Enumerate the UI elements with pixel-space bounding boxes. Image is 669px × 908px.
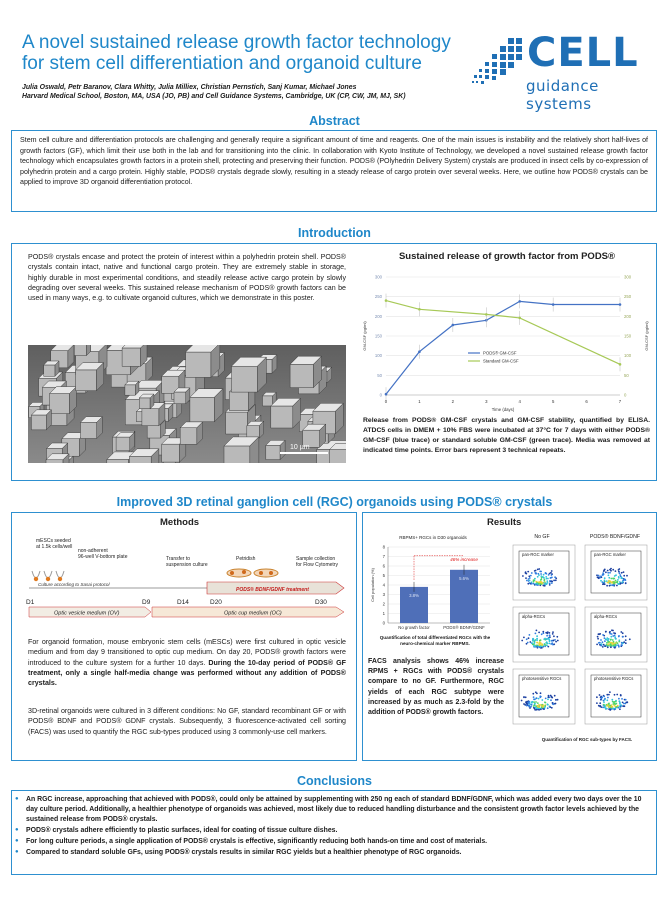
y-tick-left: 0 [379,392,382,398]
facs-plot [585,669,647,724]
y-tick-right: 50 [624,372,629,378]
crystal [232,357,267,392]
y-tick-right: 300 [624,274,632,280]
facs-row-label: pan-RGC marker [522,552,554,557]
y-tick-left: 50 [377,372,382,378]
crystal [76,363,104,391]
bar-y-label: Cell population (%) [370,568,375,602]
crystal-micrograph-image [28,345,346,463]
data-point [418,308,421,311]
crystal [180,422,202,444]
legend-entry: PODS® GM-CSF [483,350,517,356]
facs-row-label: photosensitive RGCs [522,676,562,681]
y-tick-right: 100 [624,353,632,359]
y-axis-label-right: GM-CSF (pg/ml) [644,321,649,351]
x-tick: 0 [384,399,388,404]
facs-plot [585,607,647,662]
abstract-text: Stem cell culture and differentiation protocols are challenging and generally require a significant amount of time and reagents. One of the main issues is instability and the relatively short half-lives of growth factors (GF), which limit their use both in the lab and for transitioning into the clinic. In collaboration with Kyoto Institute of Technology, we developed a novel sustained release growth factor technology which encapsulates growth factors in a protein shell, protecting and preserving their function. PODS® (POlyhedrin Delivery System) crystals are produced in insect cells by co-expression of polyhedrin protein and a cargo protein. Highly stable, PODS® crystals degrade slowly, resulting in a steady release of cargo protein over several weeks. Here, we outline how PODS® crystals can be applied to improve 3D organoid differentiation protocol. [20,136,648,187]
facs-plot [513,669,575,724]
protocol-timeline [14,534,354,626]
y-tick-left: 100 [374,353,382,359]
phase-oc: Optic cup medium (OC) [224,610,282,617]
day-d30: D30 [315,599,327,606]
x-tick: 5 [551,399,555,404]
conclusion-item: ● An RGC increase, approaching that achieved with PODS®, could only be attained by supplementing with 250 ng each of standard BDNF/GDNF, which was added every two days over the 10 day culture period. Additionally, a healthier phenotype of organoids was achieved, most likely due to reduced handling disturbance and the consistent growth factor levels achieved by the sustained release from PODS® crystals. [14,795,650,825]
conclusion-item: ● For long culture periods, a single application of PODS® crystals is effective, significantly reducing both hands-on time and cost of materials. [14,837,650,847]
facs-row-label: pan-RGC marker [594,552,626,557]
x-tick: 2 [451,399,455,404]
y-tick-right: 200 [624,313,632,319]
data-point [619,363,622,366]
crystal [81,417,103,439]
logo-dots-icon [470,36,525,96]
facs-caption: Quantification of RGC sub-types by FACS. [541,737,633,742]
wells-icon [32,571,64,581]
data-point [385,393,388,396]
crystal [44,361,59,376]
cell-guidance-logo [470,30,652,113]
data-point [485,313,488,316]
bar-chart-caption: Quantification of total differentiated RGCs with the neuro-chemical marker RBPMS. [379,635,491,646]
abstract-title: Abstract [309,114,360,128]
conclusion-item: ● Compared to standard soluble GFs, using PODS® crystals results in similar RGC yields but a healthier phenotype of RGC organoids. [14,848,650,858]
crystal [224,437,259,463]
methods-text-2: 3D-retinal organoids were cultured in 3 different conditions: No GF, standard recombinant GF or with PODS® BDNF and PODS® GDNF crystals. Subsequently, 3 fluorescence-activated cell sorting (FACS) was used to quantify the RGC sub-types produced using 3 commonly-use cell markers. [28,707,346,736]
sasai-label: Culture according to Sasai protocol [38,582,110,587]
release-chart-caption: Release from PODS® GM-CSF crystals and GM-CSF stability, quantified by ELISA. ATDC5 cells in DMEM + 10% FBS were incubated at 37°C for 7 days with either PODS® GM-CSF (blue trace) or standard soluble GM-CSF (green trace). Media was removed at indicated time points. Error bars represent 3 technical repeats. [363,417,650,454]
y-tick: 0 [382,620,385,626]
y-tick-left: 250 [374,294,382,300]
y-tick-left: 150 [374,333,382,339]
affiliations: Harvard Medical School, Boston, MA, USA (JO, PB) and Cell Guidance Systems, Cambridge, UK (CP, CW, JM, MJ, SK) [22,93,406,100]
crystal [190,389,223,422]
petri-label: Petridish [236,556,256,562]
bar-value-label: 5.6% [459,575,469,581]
x-tick: 1 [418,399,421,404]
crystal [31,410,51,430]
facs-plot [513,545,575,600]
results-title: Results [487,517,522,528]
conclusions-list [14,795,650,858]
release-line-chart [358,265,658,415]
y-tick: 3 [382,592,385,597]
y-tick: 8 [382,544,385,550]
poster-title: A novel sustained release growth factor technology for stem cell differentiation and organoid culture [22,32,451,74]
introduction-text: PODS® crystals encase and protect the protein of interest within a polyhedrin protein shell. PODS® crystals contain intact, native and functional cargo protein. They are extremely stable in storage, highly durable in most experimental conditions, and steadily release active cargo protein by slowly degrading over several weeks. This sustained release mechanism of PODS® growth factors can be used in many ways, e.g. to cultivate organoid cultures, which we demonstrate in this poster. [28,253,346,303]
bar-chart-title: RBPMS+ RGCs in D30 organoids [399,535,467,540]
facs-panel [505,531,655,745]
introduction-title: Introduction [298,226,371,240]
methods-title: Methods [160,517,200,528]
data-point [518,300,521,303]
crystal [174,388,190,404]
crystal [116,432,134,450]
rgc-section-title: Improved 3D retinal ganglion cell (RGC) organoids using PODS® crystals [116,495,553,509]
logo-word: CELL [527,30,639,76]
day-d14: D14 [177,599,189,606]
data-point [619,303,622,306]
plate-label: non-adherent 96-well V-bottom plate [78,548,128,560]
crystal [290,356,321,387]
data-point [452,324,455,327]
y-tick: 7 [382,554,385,559]
authors: Julia Oswald, Petr Baranov, Clara Whitty, Julia Milliex, Christian Pernstich, Sanj Kumar, Michael Jones [22,84,357,91]
y-axis-label-left: GM-CSF (pg/ml) [362,321,367,351]
data-point [418,350,421,353]
x-tick: 3 [485,399,488,404]
data-point [552,303,555,306]
treatment-label: PODS® BDNF/GDNF treatment [236,587,309,593]
facs-plot [513,607,575,662]
facs-row-label: photosensitive RGCs [594,676,634,681]
crystal [186,345,220,377]
sample-label: Sample collection for Flow Cytometry [296,556,338,568]
data-point [385,299,388,302]
bar-category-label: No growth factor [398,625,430,630]
crystal [266,440,285,459]
crystal [50,387,77,414]
y-tick-left: 300 [374,274,382,280]
crystal [271,398,301,428]
crystal [139,394,154,409]
scale-bar-label: 10 µm [290,444,310,451]
conclusions-title: Conclusions [296,774,372,788]
facs-row-label: alpha-RGCs [594,614,618,619]
crystal-micrograph [28,345,346,463]
day-d9: D9 [142,599,151,606]
facs-column-label: No GF [534,534,550,540]
crystal [125,381,139,395]
bar-value-label: 3.8% [409,592,419,598]
authors-block [22,83,462,101]
x-tick: 6 [585,399,588,404]
facs-column-label: PODS® BDNF/GDNF [589,534,641,540]
legend-entry: Standard GM-CSF [483,358,519,364]
results-text: FACS analysis shows 46% increase RPMS + RGCs with PODS® crystals compare to no GF. Furthermore, RGC yields of each RGC subtype were increased by as much as 2.3-fold by the addition of PODS® growth factors. [368,658,504,717]
conclusion-item: ● PODS® crystals adhere efficiently to plastic surfaces, ideal for coating of tissue culture dishes. [14,826,650,836]
y-tick-left: 200 [374,313,382,319]
release-chart-title: Sustained release of growth factor from PODS® [398,251,616,262]
y-tick: 6 [382,563,385,569]
facs-row-label: alpha-RGCs [522,614,546,619]
day-d20: D20 [210,599,222,606]
y-tick: 1 [382,611,385,616]
petridish-icon [227,569,278,577]
crystal [122,345,147,366]
crystal [74,345,90,356]
y-tick-right: 250 [624,294,632,300]
x-tick: 4 [518,399,521,404]
seed-label: mESCs seeded at 1.5k cells/well [36,538,73,550]
y-tick: 2 [382,601,385,607]
crystal [247,421,264,438]
day-d1: D1 [26,599,35,606]
rgc-bar-chart [366,531,500,651]
x-tick: 7 [618,399,622,404]
facs-plot [585,545,647,600]
methods-text-1: For organoid formation, mouse embryonic stem cells (mESCs) were first cultured in optic vesicle medium and from day 9 transitioned to optic cup medium. On day 20, PODS® growth factors were introduced to the culture system for a further 10 days. During the 10-day period of PODS® GF treatment, only a single half-media change was performed without any addition of PODS® crystals. [28,638,346,688]
increase-annotation: 46% increase [450,556,478,562]
x-axis-label: Time (days) [491,407,515,412]
phase-ov: Optic vesicle medium (OV) [54,610,120,617]
y-tick-right: 150 [624,333,632,339]
bar-category-label: PODS® BDNF/GDNF [443,625,485,630]
y-tick: 4 [382,582,385,588]
transfer-label: Transfer to suspension culture [166,556,208,568]
y-tick: 5 [382,573,385,578]
data-point [518,317,521,320]
y-tick-right: 0 [624,392,627,398]
logo-subtitle: guidance systems [526,77,599,113]
